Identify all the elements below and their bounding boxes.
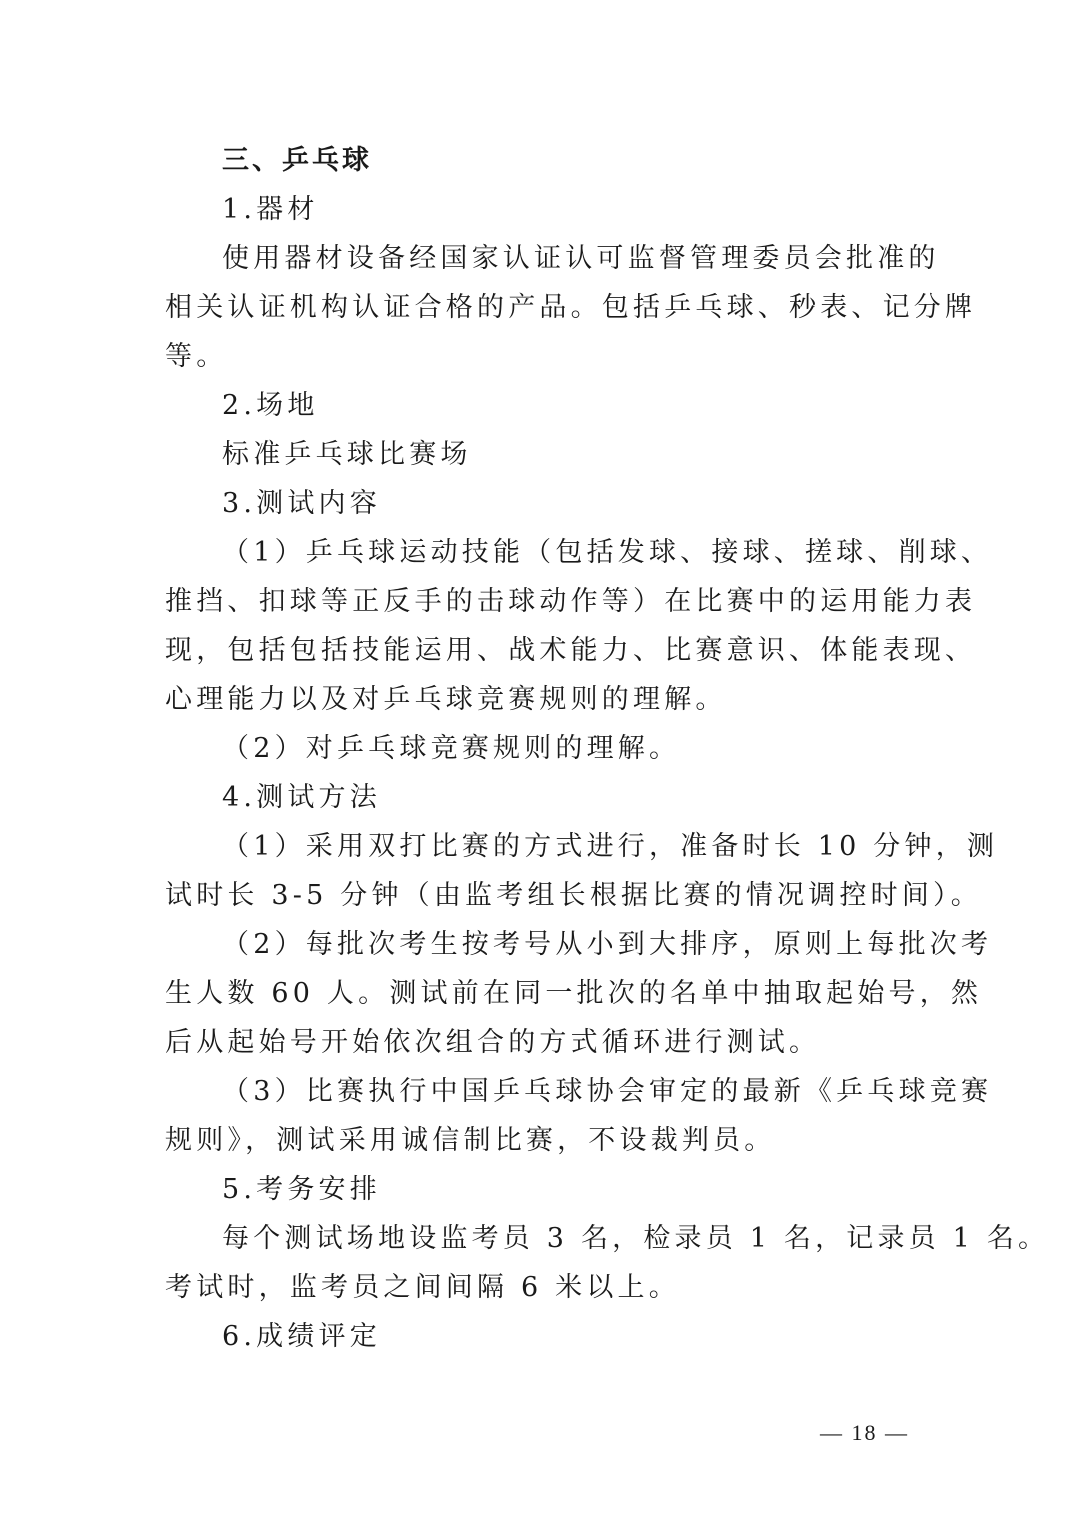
content-item-line: 推挡、扣球等正反手的击球动作等）在比赛中的运用能力表	[165, 586, 977, 617]
section-heading: 三、乒乓球	[222, 145, 372, 176]
method-item-line: （1）采用双打比赛的方式进行，准备时长 10 分钟，测	[222, 831, 999, 862]
method-title: 4.测试方法	[222, 782, 381, 813]
staffing-line: 每个测试场地设监考员 3 名，检录员 1 名，记录员 1 名。	[222, 1223, 1050, 1254]
method-item-line: 规则》，测试采用诚信制比赛，不设裁判员。	[165, 1125, 776, 1156]
venue-title: 2.场地	[222, 390, 319, 421]
equipment-paragraph-line: 等。	[165, 341, 228, 372]
method-item-line: 生人数 60 人。测试前在同一批次的名单中抽取起始号，然	[165, 978, 983, 1009]
method-item-line: （3）比赛执行中国乒乓球协会审定的最新《乒乓球竞赛	[222, 1076, 993, 1107]
content-title: 3.测试内容	[222, 488, 381, 519]
content-item-line: （1）乒乓球运动技能（包括发球、接球、搓球、削球、	[222, 537, 993, 568]
page-number: — 18 —	[820, 1420, 909, 1445]
content-item-line: （2）对乒乓球竞赛规则的理解。	[222, 733, 681, 764]
equipment-paragraph-line: 使用器材设备经国家认证认可监督管理委员会批准的	[222, 243, 940, 274]
staffing-line: 考试时，监考员之间间隔 6 米以上。	[165, 1272, 680, 1303]
content-item-line: 现，包括包括技能运用、战术能力、比赛意识、体能表现、	[165, 635, 977, 666]
equipment-paragraph-line: 相关认证机构认证合格的产品。包括乒乓球、秒表、记分牌	[165, 292, 977, 323]
method-item-line: 试时长 3-5 分钟（由监考组长根据比赛的情况调控时间）。	[165, 880, 982, 911]
document-body	[165, 136, 1050, 1361]
method-item-line: （2）每批次考生按考号从小到大排序，原则上每批次考	[222, 929, 993, 960]
equipment-title: 1.器材	[222, 194, 319, 225]
content-item-line: 心理能力以及对乒乓球竞赛规则的理解。	[165, 684, 727, 715]
venue-text: 标准乒乓球比赛场	[222, 439, 472, 470]
method-item-line: 后从起始号开始依次组合的方式循环进行测试。	[165, 1027, 821, 1058]
staffing-title: 5.考务安排	[222, 1174, 381, 1205]
grading-title: 6.成绩评定	[222, 1321, 381, 1352]
